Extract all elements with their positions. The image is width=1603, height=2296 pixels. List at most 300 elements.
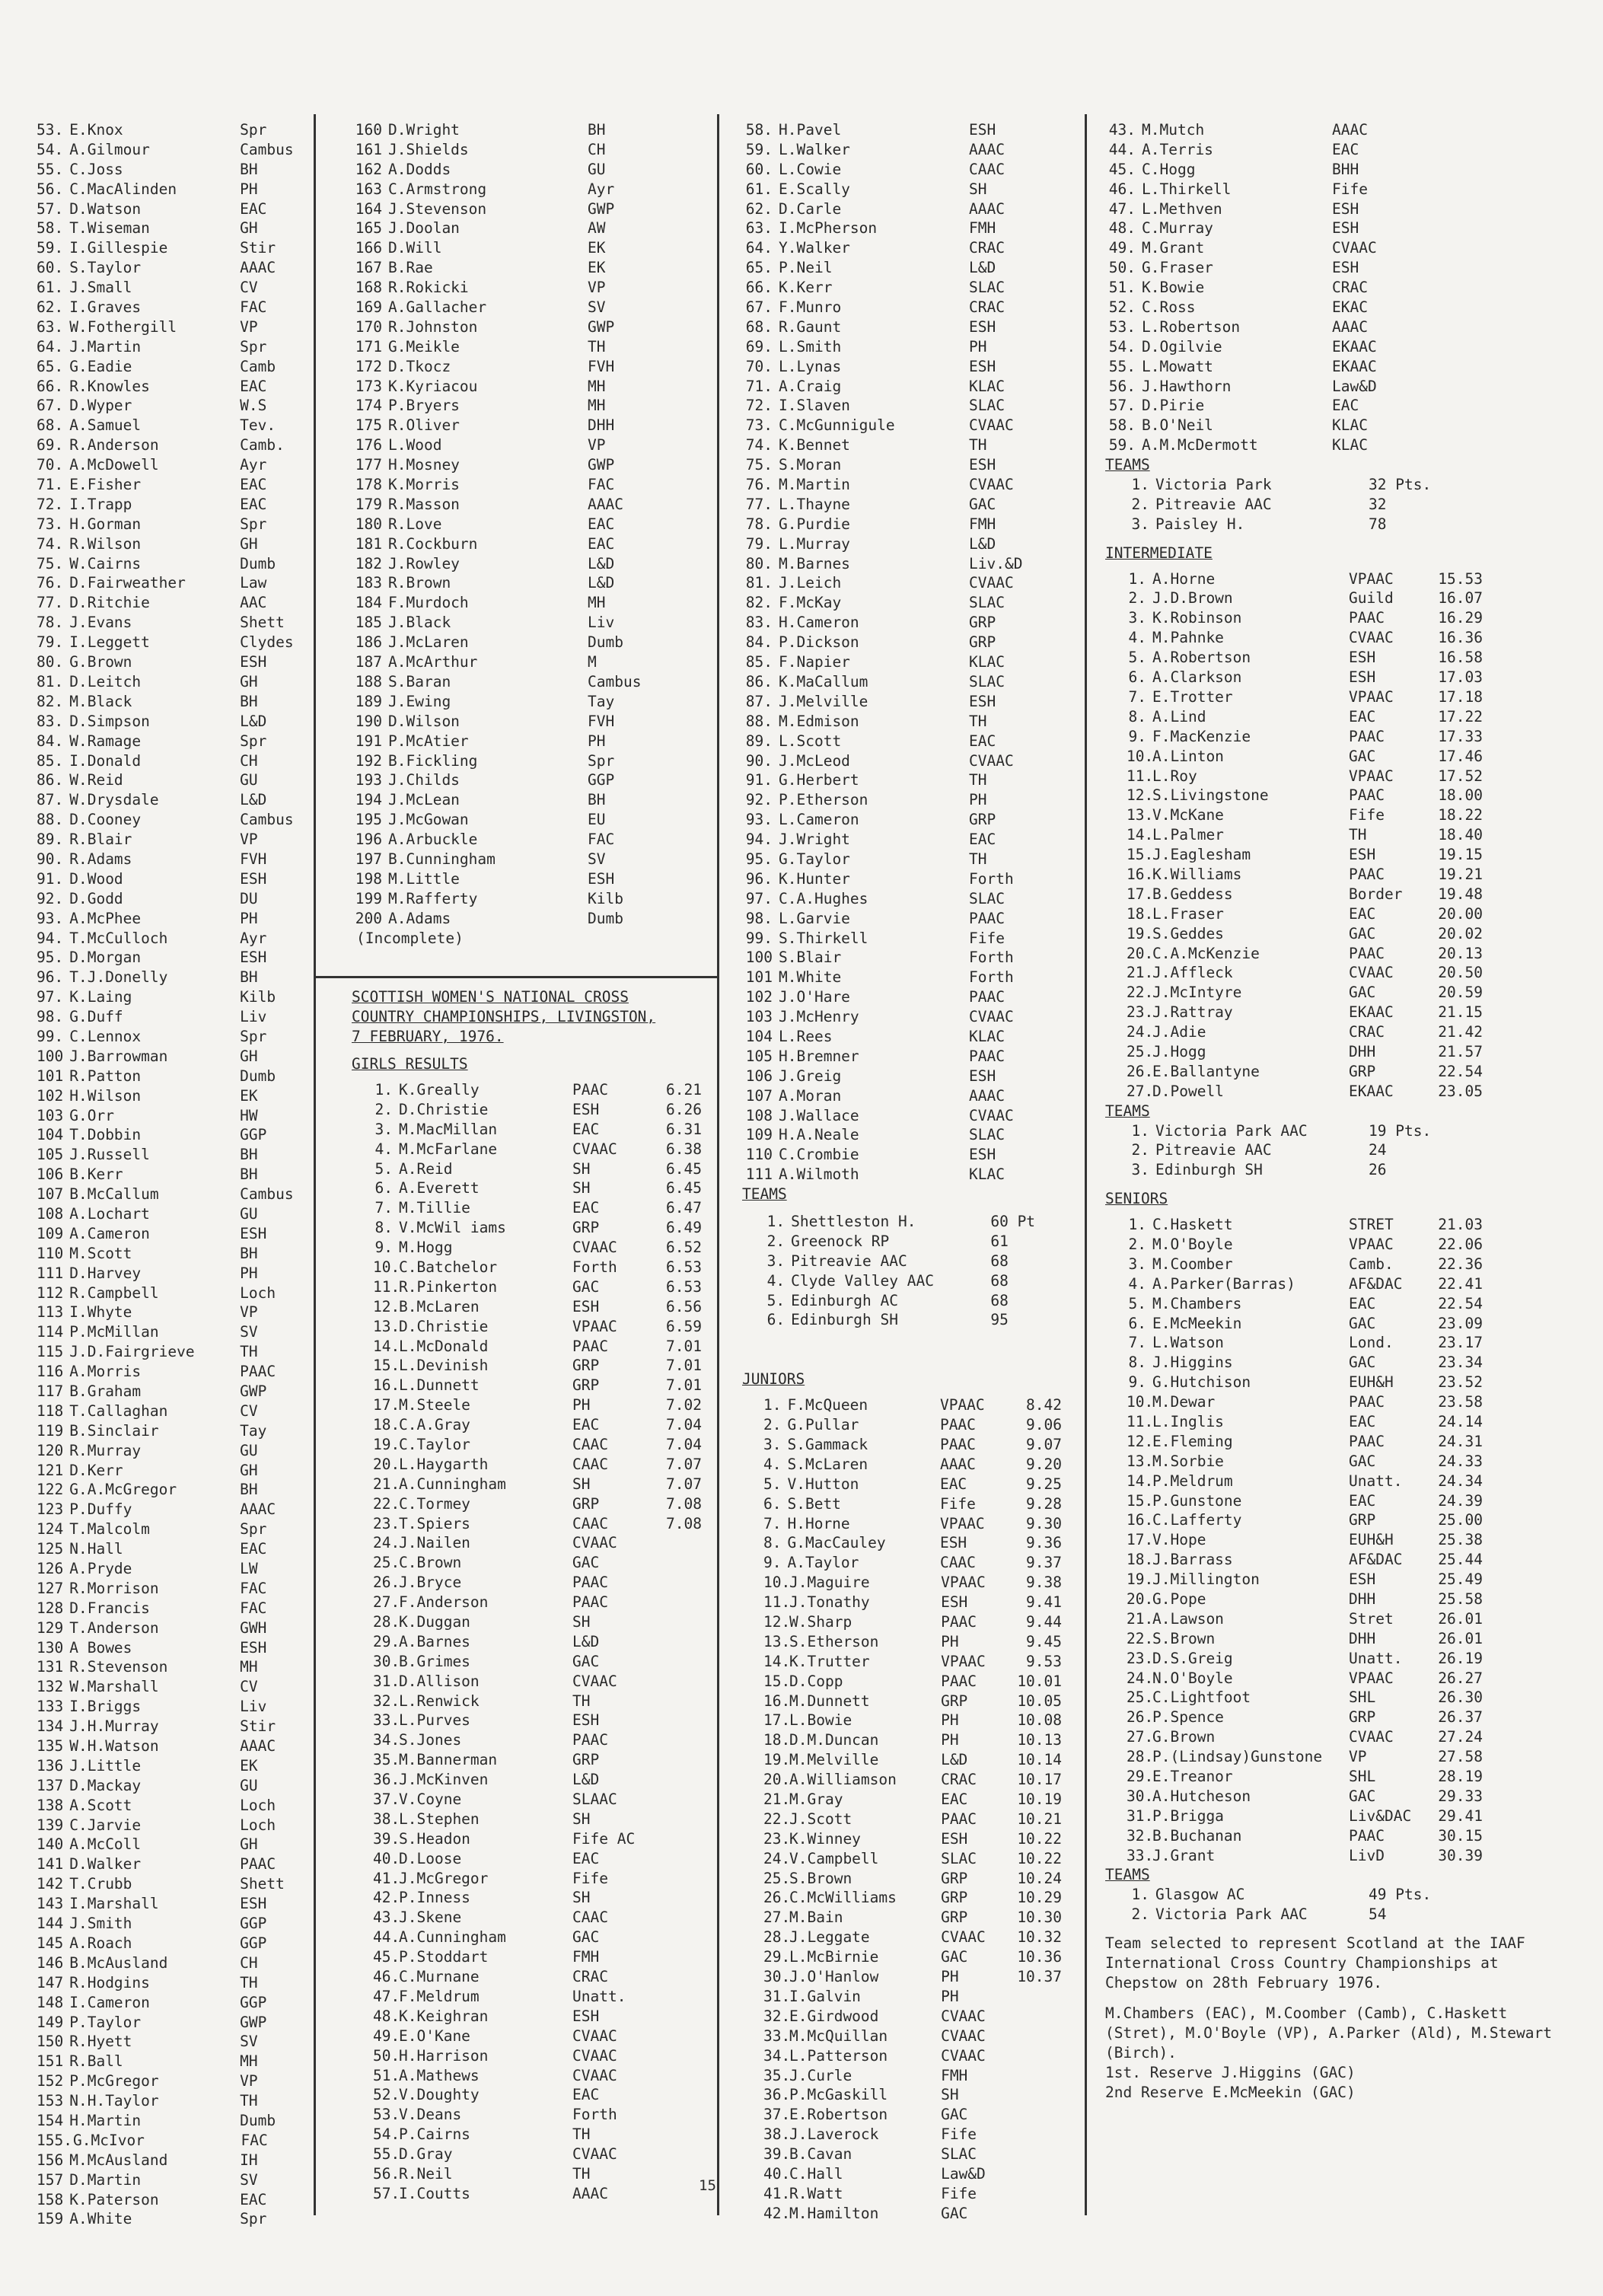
runner-name: D.Wood <box>69 869 123 888</box>
position: 84. <box>745 633 773 652</box>
position: 57. <box>1108 397 1136 415</box>
position: 96. <box>745 869 773 888</box>
entry-row <box>37 810 307 830</box>
position: 132 <box>37 1678 64 1696</box>
runner-name: E.Ballantyne <box>1152 1062 1260 1080</box>
runner-name: C.Hogg <box>1142 160 1196 178</box>
runner-name: T.Spiers <box>399 1514 470 1532</box>
runner-name: R.Masson <box>388 495 460 513</box>
runner-name: G.Hutchison <box>1152 1373 1251 1392</box>
entry-row <box>37 929 307 949</box>
team-position: 3. <box>1131 515 1149 533</box>
position: 199 <box>355 889 382 907</box>
result-row <box>742 1652 1062 1672</box>
club: CVAAC <box>572 2066 617 2084</box>
position: 28. <box>373 1613 400 1631</box>
finish-time: 9.44 <box>1026 1613 1063 1631</box>
entry-row <box>742 712 1062 732</box>
club: PH <box>240 909 258 927</box>
finish-time <box>641 2027 702 2046</box>
club: DHH <box>1349 1042 1376 1060</box>
position: 25. <box>1127 1042 1154 1060</box>
position: 153 <box>37 2092 64 2110</box>
position: 82. <box>37 692 64 710</box>
club: GRP <box>572 1357 600 1375</box>
position: 63. <box>745 219 773 238</box>
position: 32. <box>763 2007 791 2025</box>
club: VPAAC <box>1349 1669 1394 1687</box>
club: EAC <box>1332 140 1359 158</box>
club: FAC <box>588 831 615 849</box>
runner-name: V.McWil iams <box>399 1219 506 1237</box>
result-row <box>1105 588 1562 608</box>
club: FVH <box>240 850 267 868</box>
position: 7. <box>763 1514 782 1532</box>
column-divider <box>1085 114 1087 2215</box>
runner-name: D.S.Greig <box>1152 1649 1233 1667</box>
runner-name: W.Drysdale <box>69 791 159 809</box>
finish-time <box>641 1553 702 1573</box>
position: 76. <box>37 574 64 592</box>
team-position: 5. <box>766 1291 786 1309</box>
club: AAAC <box>588 495 623 513</box>
result-row <box>1105 1510 1562 1530</box>
team-points: 49 Pts. <box>1369 1886 1432 1904</box>
finish-time: 6.21 <box>666 1080 702 1099</box>
runner-name: S.Taylor <box>69 259 142 277</box>
position: 90. <box>37 850 64 868</box>
runner-name: H.Harrison <box>399 2046 489 2065</box>
entry-row <box>352 357 709 377</box>
runner-name: M.Grant <box>1142 239 1205 257</box>
club: EK <box>240 1086 258 1105</box>
position: 18. <box>373 1416 400 1434</box>
runner-name: M.Hamilton <box>789 2204 879 2222</box>
position: 105 <box>37 1146 64 1164</box>
position: 15. <box>1127 1491 1154 1510</box>
runner-name: A.Horne <box>1152 569 1216 588</box>
team-points: 26 <box>1369 1161 1387 1179</box>
entry-row <box>37 850 307 869</box>
club: PAAC <box>939 1416 976 1434</box>
entry-row <box>37 1402 307 1421</box>
position: 148 <box>37 1993 64 2011</box>
position: 110 <box>745 1146 773 1164</box>
position: 71. <box>37 476 64 494</box>
result-row <box>1105 608 1562 628</box>
result-row <box>352 1475 709 1494</box>
runner-name: C.Crombie <box>779 1146 859 1164</box>
club: L&D <box>588 574 615 592</box>
finish-time <box>1011 2145 1062 2164</box>
club: GAC <box>572 1277 600 1296</box>
position: 190 <box>355 712 382 730</box>
position: 14. <box>373 1337 400 1355</box>
result-row <box>1105 904 1562 924</box>
position: 72. <box>745 397 773 415</box>
team-position: 1. <box>1131 476 1149 494</box>
entry-row <box>742 1106 1062 1126</box>
runner-name: J.Ewing <box>388 692 451 710</box>
position: 122 <box>37 1481 64 1499</box>
runner-name: J.Skene <box>399 1909 462 1927</box>
result-row <box>352 2105 709 2125</box>
position: 20. <box>763 1771 791 1789</box>
team-name: Greenock RP <box>791 1232 890 1250</box>
result-row <box>352 1790 709 1810</box>
runner-name: R.Anderson <box>69 436 159 454</box>
position: 71. <box>745 377 773 395</box>
club: CRAC <box>1332 279 1368 297</box>
club: AAAC <box>969 199 1005 218</box>
incomplete-note: (Incomplete) <box>356 929 464 947</box>
club: Liv <box>240 1008 267 1026</box>
finish-time: 6.53 <box>666 1277 702 1296</box>
position: 93. <box>745 811 773 829</box>
result-row <box>1105 1235 1562 1255</box>
runner-name: R.Hodgins <box>69 1973 150 1991</box>
position: 10. <box>763 1574 791 1592</box>
result-row <box>1105 1392 1562 1412</box>
club: Shett <box>240 1875 285 1893</box>
position: 4. <box>1128 1274 1146 1293</box>
club: FVH <box>588 712 615 730</box>
club: ESH <box>240 1224 267 1242</box>
position: 136 <box>37 1756 64 1775</box>
position: 7. <box>374 1199 393 1217</box>
club: CVAAC <box>572 2046 617 2065</box>
entry-row <box>742 160 1062 180</box>
runner-name: D.Copp <box>789 1672 843 1690</box>
club: Law&D <box>1332 377 1377 395</box>
club: MH <box>588 594 606 612</box>
result-row <box>742 2066 1062 2086</box>
position: 134 <box>37 1717 64 1736</box>
result-row <box>1105 767 1562 786</box>
runner-name: J.O'Hare <box>779 988 850 1006</box>
club: Loch <box>240 1796 276 1814</box>
runner-name: L.Murray <box>779 534 850 553</box>
club: EAC <box>572 1199 600 1217</box>
runner-name: T.McCulloch <box>69 929 168 947</box>
runner-name: D.Wyper <box>69 397 132 415</box>
runner-name: P.Duffy <box>69 1500 132 1519</box>
entry-row <box>742 889 1062 909</box>
club: GAC <box>1349 1314 1376 1332</box>
runner-name: J.Russell <box>69 1146 150 1164</box>
club: L&D <box>969 534 996 553</box>
club: Kilb <box>240 988 276 1006</box>
runner-name: D.Martin <box>69 2170 142 2189</box>
entry-row <box>352 475 709 495</box>
entry-row <box>1105 160 1562 180</box>
position: 197 <box>355 850 382 868</box>
runner-name: N.Hall <box>69 1540 123 1558</box>
entry-row <box>742 613 1062 633</box>
club: SLAC <box>941 2145 977 2164</box>
position: 38. <box>763 2125 791 2144</box>
finish-time: 9.36 <box>1026 1534 1062 1552</box>
position: 35. <box>373 1751 400 1769</box>
result-row <box>742 1553 1062 1573</box>
womens-title-line-2: COUNTRY CHAMPIONSHIPS, LIVINGSTON, <box>352 1008 656 1026</box>
finish-time: 22.06 <box>1438 1235 1483 1253</box>
runner-name: V.McKane <box>1152 806 1224 824</box>
position: 17. <box>763 1711 791 1730</box>
club: PAAC <box>572 1731 608 1749</box>
entry-row <box>1105 238 1562 258</box>
entry-row <box>37 968 307 987</box>
team-name: Edinburgh SH <box>791 1311 898 1329</box>
club: Liv <box>588 614 615 632</box>
finish-time: 10.24 <box>1017 1869 1063 1887</box>
runner-name: B.Sinclair <box>69 1421 159 1440</box>
entry-row <box>37 1816 307 1835</box>
club: EK <box>240 1756 258 1775</box>
intermediate-teams-heading: TEAMS <box>1105 1102 1150 1120</box>
position: 129 <box>37 1618 64 1637</box>
runner-name: M.Dewar <box>1152 1393 1216 1411</box>
result-row <box>1105 1333 1562 1353</box>
entry-row <box>37 1165 307 1185</box>
runner-name: J.Wallace <box>779 1106 859 1124</box>
club: GAC <box>941 1948 968 1966</box>
position: 50. <box>1108 259 1136 277</box>
runner-name: K.Williams <box>1152 865 1242 883</box>
entry-row <box>1105 278 1562 298</box>
runner-name: J.Black <box>388 614 451 632</box>
position: 142 <box>37 1875 64 1893</box>
position: 200 <box>355 909 382 927</box>
position: 60. <box>745 160 773 178</box>
club: GGP <box>240 1993 267 2011</box>
finish-time <box>1011 2066 1062 2086</box>
runner-name: C.Joss <box>69 160 123 178</box>
runner-name: L.Methven <box>1142 199 1222 218</box>
club: GAC <box>572 1928 600 1947</box>
runner-name: M.Coomber <box>1152 1255 1233 1273</box>
runner-name: D.Pirie <box>1142 397 1205 415</box>
finish-time <box>1011 2164 1062 2184</box>
club: GGP <box>240 1126 267 1144</box>
runner-name: J.Hawthorn <box>1142 377 1232 395</box>
club: EAC <box>969 831 996 849</box>
entry-row <box>352 218 709 238</box>
team-name: Pitreavie AAC <box>1155 1141 1272 1159</box>
runner-name: T.Dobbin <box>69 1126 142 1144</box>
club: FMH <box>969 219 996 238</box>
club: GGP <box>240 1934 267 1952</box>
result-row <box>352 2164 709 2184</box>
runner-name: P.(Lindsay)Gunstone <box>1152 1748 1323 1766</box>
entry-row <box>742 652 1062 672</box>
position: 20. <box>373 1455 400 1473</box>
entry-row <box>37 830 307 850</box>
club: DHH <box>588 416 615 435</box>
finish-time <box>641 1573 702 1593</box>
entry-row <box>37 1027 307 1047</box>
club: TH <box>572 1692 591 1710</box>
result-row <box>742 1395 1062 1415</box>
runner-name: M.McFarlane <box>399 1140 498 1158</box>
club: VPAAC <box>1349 569 1394 588</box>
runner-name: D.Tkocz <box>388 357 451 375</box>
runner-name: C.McGunnigule <box>779 416 895 435</box>
runner-name: L.Roy <box>1152 767 1197 785</box>
position: 2. <box>374 1100 393 1118</box>
entry-row <box>1105 317 1562 337</box>
team-points: 19 Pts. <box>1369 1121 1432 1140</box>
club: Unatt. <box>1349 1649 1403 1667</box>
club: Dumb <box>240 2111 276 2129</box>
position: 14. <box>1127 1472 1154 1490</box>
runner-name: J.Childs <box>388 771 460 789</box>
result-row <box>352 1435 709 1455</box>
position: 81. <box>37 672 64 690</box>
runner-name: N.O'Boyle <box>1152 1669 1233 1687</box>
club: GH <box>240 1047 258 1065</box>
entry-row <box>37 1638 307 1658</box>
runner-name: J.Leich <box>779 574 842 592</box>
position: 96. <box>37 968 64 987</box>
position: 29. <box>1127 1768 1154 1786</box>
club: ESH <box>572 1100 600 1118</box>
finish-time <box>641 1711 702 1730</box>
runner-name: D.Francis <box>69 1599 150 1617</box>
result-row <box>1105 1807 1562 1826</box>
finish-time <box>641 1987 702 2007</box>
entry-row <box>352 554 709 574</box>
result-row <box>1105 963 1562 983</box>
position: 66. <box>37 377 64 395</box>
position: 20. <box>1127 1590 1154 1609</box>
club: CAAC <box>969 160 1005 178</box>
club: KLAC <box>969 653 1005 671</box>
position: 87. <box>745 692 773 710</box>
club: ESH <box>1332 199 1359 218</box>
runner-name: M.Hogg <box>399 1239 453 1257</box>
position: 7. <box>1128 687 1146 706</box>
finish-time <box>641 1750 702 1770</box>
runner-name: D.Will <box>388 239 442 257</box>
position: 55. <box>1108 357 1136 375</box>
result-row <box>352 2145 709 2164</box>
runner-name: D.Allison <box>399 1672 480 1690</box>
entry-row <box>37 1421 307 1441</box>
runner-name: S.Headon <box>399 1829 470 1848</box>
position: 84. <box>37 732 64 750</box>
runner-name: I.Donald <box>69 751 142 770</box>
club: PAAC <box>572 1574 608 1592</box>
position: 17. <box>373 1396 400 1414</box>
runner-name: H.Pavel <box>779 121 842 139</box>
finish-time: 7.07 <box>666 1475 702 1493</box>
runner-name: C.A.Hughes <box>779 889 868 907</box>
club: Tev. <box>240 416 276 435</box>
position: 45. <box>1108 160 1136 178</box>
runner-name: R.Neil <box>399 2164 453 2183</box>
club: AAAC <box>969 140 1005 158</box>
finish-time: 9.28 <box>1026 1494 1062 1513</box>
finish-time <box>641 1908 702 1928</box>
runner-name: D.Christie <box>399 1100 489 1118</box>
result-row <box>1105 1727 1562 1747</box>
finish-time: 23.17 <box>1438 1334 1483 1352</box>
result-row <box>352 1869 709 1889</box>
club: ESH <box>240 949 267 967</box>
position: 59. <box>37 239 64 257</box>
position: 23. <box>1127 1649 1154 1667</box>
position: 12. <box>1127 1432 1154 1450</box>
runner-name: R.Patton <box>69 1067 142 1085</box>
first-reserve: 1st. Reserve J.Higgins (GAC) <box>1105 2064 1356 2082</box>
runner-name: T.J.Donelly <box>69 968 168 987</box>
result-row <box>1105 707 1562 727</box>
result-row <box>742 1494 1062 1514</box>
team-points: 95 <box>990 1311 1009 1329</box>
runner-name: H.Horne <box>787 1514 850 1532</box>
position: 64. <box>745 239 773 257</box>
position: 45. <box>373 1948 400 1966</box>
runner-name: P.Cairns <box>399 2125 470 2144</box>
position: 160 <box>355 121 382 139</box>
runner-name: G.Duff <box>69 1008 123 1026</box>
entry-row <box>1105 357 1562 377</box>
position: 93. <box>37 909 64 927</box>
runner-name: B.McCallum <box>69 1185 159 1204</box>
club: PH <box>240 180 258 198</box>
runner-name: P.McGregor <box>69 2072 159 2090</box>
club: AAAC <box>572 2184 608 2202</box>
club: CVAAC <box>969 574 1014 592</box>
finish-time: 20.02 <box>1438 924 1483 942</box>
team-row <box>1105 1160 1562 1180</box>
runner-name: M.Scott <box>69 1244 132 1262</box>
result-row <box>352 1356 709 1376</box>
runner-name: I.Trapp <box>69 495 132 513</box>
club: PH <box>588 732 606 750</box>
position: 55. <box>373 2145 400 2164</box>
runner-name: K.Hunter <box>779 869 850 888</box>
entry-row <box>742 180 1062 199</box>
club: GAC <box>1349 1354 1376 1372</box>
entry-row <box>1105 377 1562 397</box>
runner-name: A.Barnes <box>399 1632 470 1650</box>
club: EKAAC <box>1332 337 1377 356</box>
club: L&D <box>588 554 615 572</box>
club: EK <box>588 259 606 277</box>
runner-name: R.Love <box>388 515 442 533</box>
position: 29. <box>763 1948 791 1966</box>
club: GWH <box>240 1618 267 1637</box>
position: 33. <box>1127 1846 1154 1864</box>
runner-name: I.Marshall <box>69 1895 159 1913</box>
entry-row <box>352 850 709 869</box>
finish-time <box>641 1652 702 1672</box>
position: 2. <box>763 1416 782 1434</box>
position: 85. <box>745 653 773 671</box>
entry-row <box>37 770 307 790</box>
result-row <box>352 2027 709 2046</box>
position: 163 <box>355 180 382 198</box>
result-row <box>1105 1570 1562 1590</box>
finish-time: 17.46 <box>1438 747 1483 765</box>
club: TH <box>969 712 987 730</box>
result-row <box>1105 1062 1562 1082</box>
result-row <box>742 1573 1062 1593</box>
position: 34. <box>763 2046 791 2065</box>
runner-name: R.Rokicki <box>388 279 469 297</box>
